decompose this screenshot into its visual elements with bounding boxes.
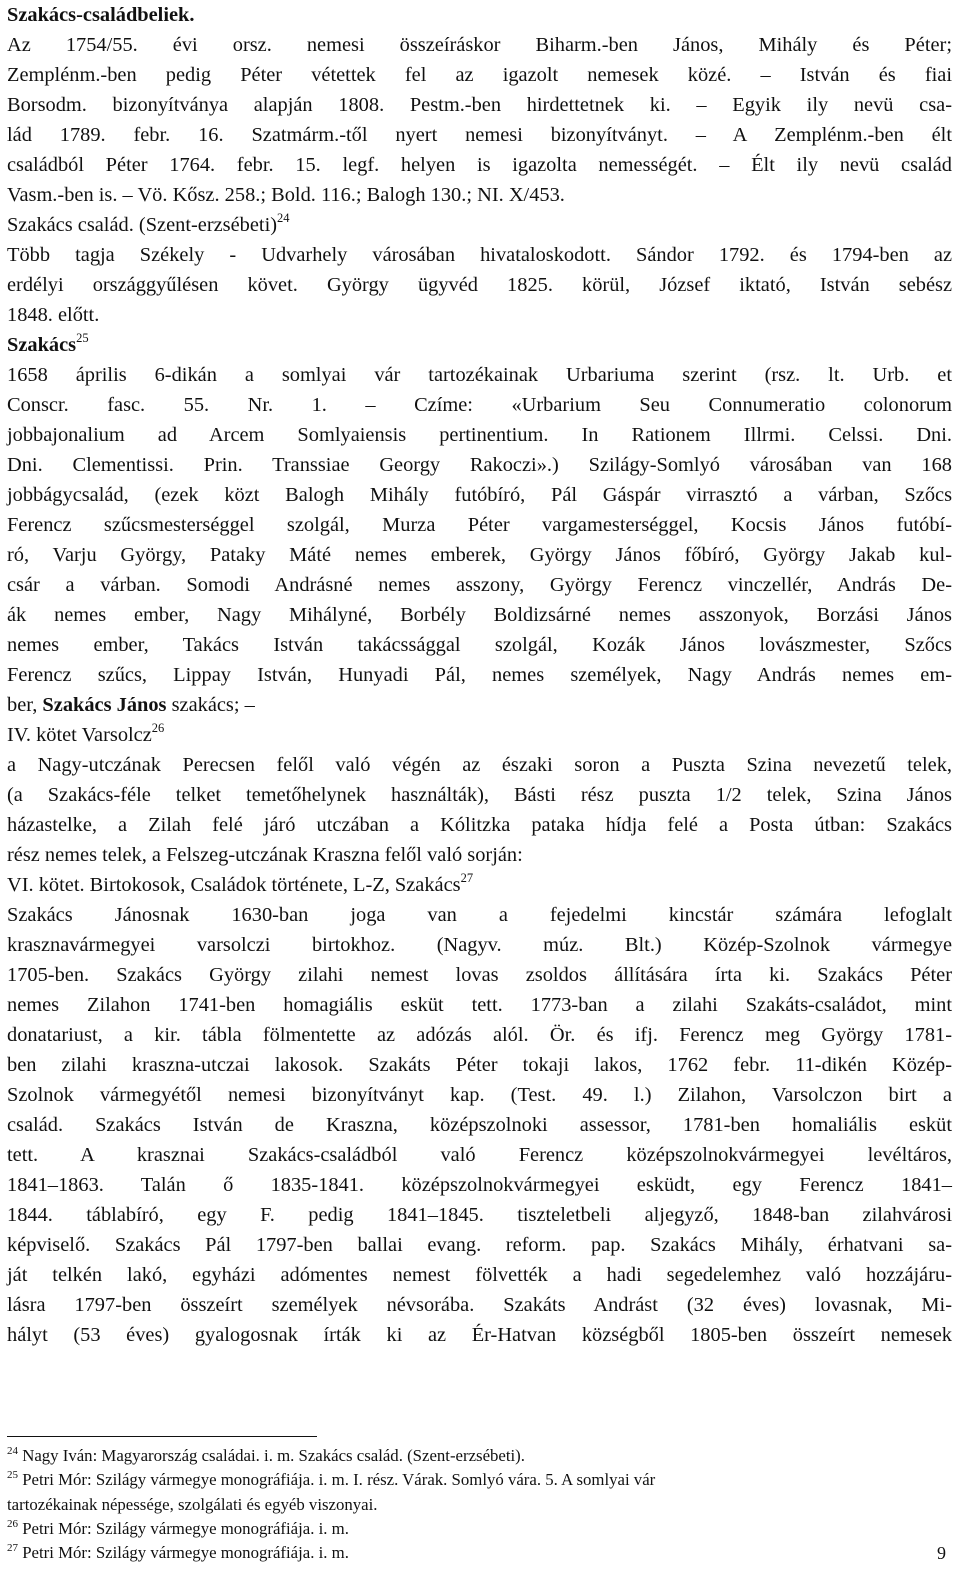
- text-span: házastelke, a Zilah felé járó utczában a Kólitzka pataka hídja felé a Posta útban: Szakács: [7, 814, 952, 836]
- text-span: Vasm.-ben is. – Vö. Kősz. 258.; Bold. 116.; Balogh 130.; NI. X/453.: [7, 184, 565, 206]
- text-line: [7, 660, 952, 690]
- text-span: 1848. előtt.: [7, 304, 100, 326]
- text-span: nemes ember, Takács István takácssággal szolgál, Kozák János lovászmester, Szőcs: [7, 634, 952, 656]
- text-span: tett. A krasznai Szakács-családból való Ferencz középszolnokvármegyei levéltáros,: [7, 1144, 952, 1166]
- text-span: ben zilahi kraszna-utczai lakosok. Szakáts Péter tokaji lakos, 1762 febr. 11-dikén Közép-: [7, 1054, 952, 1076]
- text-span: erdélyi országgyűlésen követ. György ügyvéd 1825. körül, József iktató, István sebész: [7, 274, 952, 296]
- body-text: [7, 0, 952, 1350]
- footnote-number: 26: [7, 1517, 18, 1530]
- text-span: (a Szakács-féle telket temetőhelynek használták), Básti rész puszta 1/2 telek, Szina János: [7, 784, 952, 806]
- text-line: [7, 540, 952, 570]
- text-line: [7, 900, 952, 930]
- text-line: [7, 300, 952, 330]
- text-span: jobbágycsalád, (ezek közt Balogh Mihály futóbíró, Pál Gáspár virrasztó a várban, Szőcs: [7, 484, 952, 506]
- text-line: [7, 1290, 952, 1320]
- text-span: 1658 április 6-dikán a somlyai vár tartozékainak Urbariuma szerint (rsz. lt. Urb. et: [7, 364, 952, 386]
- footnote-line: [7, 1468, 952, 1492]
- text-line: [7, 750, 952, 780]
- text-span: Szakács-családbeliek.: [7, 4, 195, 26]
- text-line: [7, 390, 952, 420]
- text-span: Ferencz szűcsmesterséggel szolgál, Murza Péter vargamesterséggel, Kocsis János futóbí-: [7, 514, 952, 536]
- text-line: [7, 480, 952, 510]
- text-span: Ferencz szűcs, Lippay István, Hunyadi Pál, nemes személyek, Nagy András nemes em-: [7, 664, 952, 686]
- footnote-ref: 25: [76, 331, 89, 345]
- text-line: [7, 0, 952, 30]
- text-span: ját telkén lakó, egyházi adómentes nemest fölvették a hadi segedelemhez való hozzájáru-: [7, 1264, 952, 1286]
- text-line: [7, 1050, 952, 1080]
- text-span: Dni. Clementissi. Prin. Transsiae Georgy Rakoczi».) Szilágy-Somlyó városában van 168: [7, 454, 952, 476]
- footnote-text: tartozékainak népessége, szolgálati és egyéb viszonyai.: [7, 1494, 378, 1514]
- text-span: VI. kötet. Birtokosok, Családok története, L-Z, Szakács: [7, 874, 461, 896]
- text-line: [7, 570, 952, 600]
- footnote-text: Petri Mór: Szilágy vármegye monográfiája. i. m. I. rész. Várak. Somlyó vára. 5. A somlyai vár: [22, 1470, 656, 1490]
- footnote-line: [7, 1517, 952, 1541]
- text-line: [7, 1200, 952, 1230]
- text-line: [7, 720, 952, 750]
- text-line: [7, 510, 952, 540]
- text-line: [7, 600, 952, 630]
- text-line: [7, 240, 952, 270]
- footnote-line: [7, 1444, 952, 1468]
- text-span: IV. kötet Varsolcz: [7, 724, 152, 746]
- text-span: csár a várban. Somodi Andrásné nemes asszony, György Ferencz vinczellér, András De-: [7, 574, 952, 596]
- footnote-text: Nagy Iván: Magyarország családai. i. m. Szakács család. (Szent-erzsébeti).: [22, 1446, 525, 1465]
- text-span: Borsodm. bizonyítványa alapján 1808. Pestm.-ben hirdettetnek ki. – Egyik ily nevü csa-: [7, 94, 952, 116]
- text-line: [7, 630, 952, 660]
- text-line: [7, 1110, 952, 1140]
- text-line: [7, 150, 952, 180]
- text-span: képviselő. Szakács Pál 1797-ben ballai evang. reform. pap. Szakács Mihály, érhatvani sa-: [7, 1234, 952, 1256]
- text-span: ber,: [7, 694, 43, 716]
- text-span: rész nemes telek, a Felszeg-utczának Kraszna felől való sorján:: [7, 844, 523, 866]
- footnote-text: Petri Mór: Szilágy vármegye monográfiája. i. m.: [22, 1543, 349, 1563]
- text-line: [7, 120, 952, 150]
- text-line: [7, 990, 952, 1020]
- footnote-line: [7, 1541, 952, 1565]
- footnote-ref: 26: [151, 721, 165, 735]
- text-span: Az 1754/55. évi orsz. nemesi összeíráskor Biharm.-ben János, Mihály és Péter;: [7, 34, 952, 56]
- text-line: [7, 1320, 952, 1350]
- text-line: [7, 60, 952, 90]
- text-line: [7, 1080, 952, 1110]
- text-line: [7, 420, 952, 450]
- text-span: család. Szakács István de Kraszna, középszolnoki assessor, 1781-ben homaliális esküt: [7, 1114, 952, 1136]
- text-line: [7, 270, 952, 300]
- text-span: 1841–1863. Talán ő 1835-1841. középszolnokvármegyei esküdt, egy Ferencz 1841–: [7, 1174, 952, 1196]
- text-line: [7, 1020, 952, 1050]
- text-span: Szakács család. (Szent-erzsébeti): [7, 214, 278, 236]
- text-line: [7, 30, 952, 60]
- footnote-number: 25: [7, 1469, 18, 1482]
- text-span: 1844. táblabíró, egy F. pedig 1841–1845. tiszteletbeli aljegyző, 1848-ban zilahvárosi: [7, 1204, 952, 1226]
- text-line: [7, 690, 952, 720]
- text-line: [7, 840, 952, 870]
- text-line: [7, 330, 952, 360]
- text-span: Zemplénm.-ben pedig Péter vétettek fel az igazolt nemesek közé. – István és fiai: [7, 64, 952, 86]
- text-span: lád 1789. febr. 16. Szatmárm.-től nyert nemesi bizonyítványt. – A Zemplénm.-ben élt: [7, 124, 952, 146]
- text-line: [7, 450, 952, 480]
- text-line: [7, 810, 952, 840]
- footnote-ref: 27: [460, 871, 474, 885]
- text-span: ró, Varju György, Pataky Máté nemes emberek, György János főbíró, György Jakab kul-: [7, 544, 952, 566]
- text-span: Szakács: [7, 334, 77, 356]
- text-span: a Nagy-utczának Perecsen felől való végén az északi soron a Puszta Szina nevezetű telek,: [7, 754, 952, 776]
- text-span: Szakács János: [42, 694, 167, 716]
- footnote-number: 27: [7, 1542, 18, 1555]
- text-span: jobbajonalium ad Arcem Somlyaiensis pertinentium. In Rationem Illrmi. Celssi. Dni.: [7, 424, 952, 446]
- footnote-text: Petri Mór: Szilágy vármegye monográfiája. i. m.: [22, 1518, 349, 1538]
- text-span: 1705-ben. Szakács György zilahi nemest lovas zsoldos állítására írta ki. Szakács Péter: [7, 964, 952, 986]
- text-line: [7, 1140, 952, 1170]
- text-span: Szolnok vármegyétől nemesi bizonyítványt kap. (Test. 49. l.) Zilahon, Varsolczon birt a: [7, 1084, 952, 1106]
- footnote-divider: [7, 1436, 317, 1437]
- text-line: [7, 90, 952, 120]
- text-line: [7, 210, 952, 240]
- text-span: lásra 1797-ben összeírt személyek névsorába. Szakáts Andrást (32 éves) lovasnak, Mi-: [7, 1294, 952, 1316]
- text-line: [7, 960, 952, 990]
- text-span: Több tagja Székely - Udvarhely városában hivataloskodott. Sándor 1792. és 1794-ben az: [7, 244, 952, 266]
- text-line: [7, 1230, 952, 1260]
- text-line: [7, 180, 952, 210]
- footnote-number: 24: [7, 1445, 18, 1457]
- text-span: szakács; –: [166, 694, 255, 716]
- text-span: Szakács Jánosnak 1630-ban joga van a fejedelmi kincstár számára lefoglalt: [7, 904, 952, 926]
- text-line: [7, 1170, 952, 1200]
- text-line: [7, 360, 952, 390]
- page-number: 9: [937, 1543, 946, 1563]
- text-span: donatariust, a kir. tábla fölmentette az adózás alól. Ör. és ifj. Ferencz meg György 1781-: [7, 1024, 952, 1046]
- footnote-line: [7, 1493, 952, 1517]
- text-span: krasznavármegyei varsolczi birtokhoz. (Nagyv. múz. Blt.) Közép-Szolnok vármegye: [7, 934, 952, 956]
- text-line: [7, 1260, 952, 1290]
- text-span: Conscr. fasc. 55. Nr. 1. – Czíme: «Urbarium Seu Connumeratio colonorum: [7, 394, 952, 416]
- text-span: nemes Zilahon 1741-ben homagiális esküt tett. 1773-ban a zilahi Szakáts-családot, mint: [7, 994, 952, 1016]
- text-line: [7, 870, 952, 900]
- text-span: hályt (53 éves) gyalogosnak írták ki az Ér-Hatvan községből 1805-ben összeírt nemesek: [7, 1324, 952, 1346]
- text-line: [7, 780, 952, 810]
- text-span: családból Péter 1764. febr. 15. legf. helyen is igazolta nemességét. – Élt ily nevü család: [7, 154, 952, 176]
- footnote-ref: 24: [277, 211, 290, 225]
- text-line: [7, 930, 952, 960]
- text-span: ák nemes ember, Nagy Mihályné, Borbély Boldizsárné nemes asszonyok, Borzási János: [7, 604, 952, 626]
